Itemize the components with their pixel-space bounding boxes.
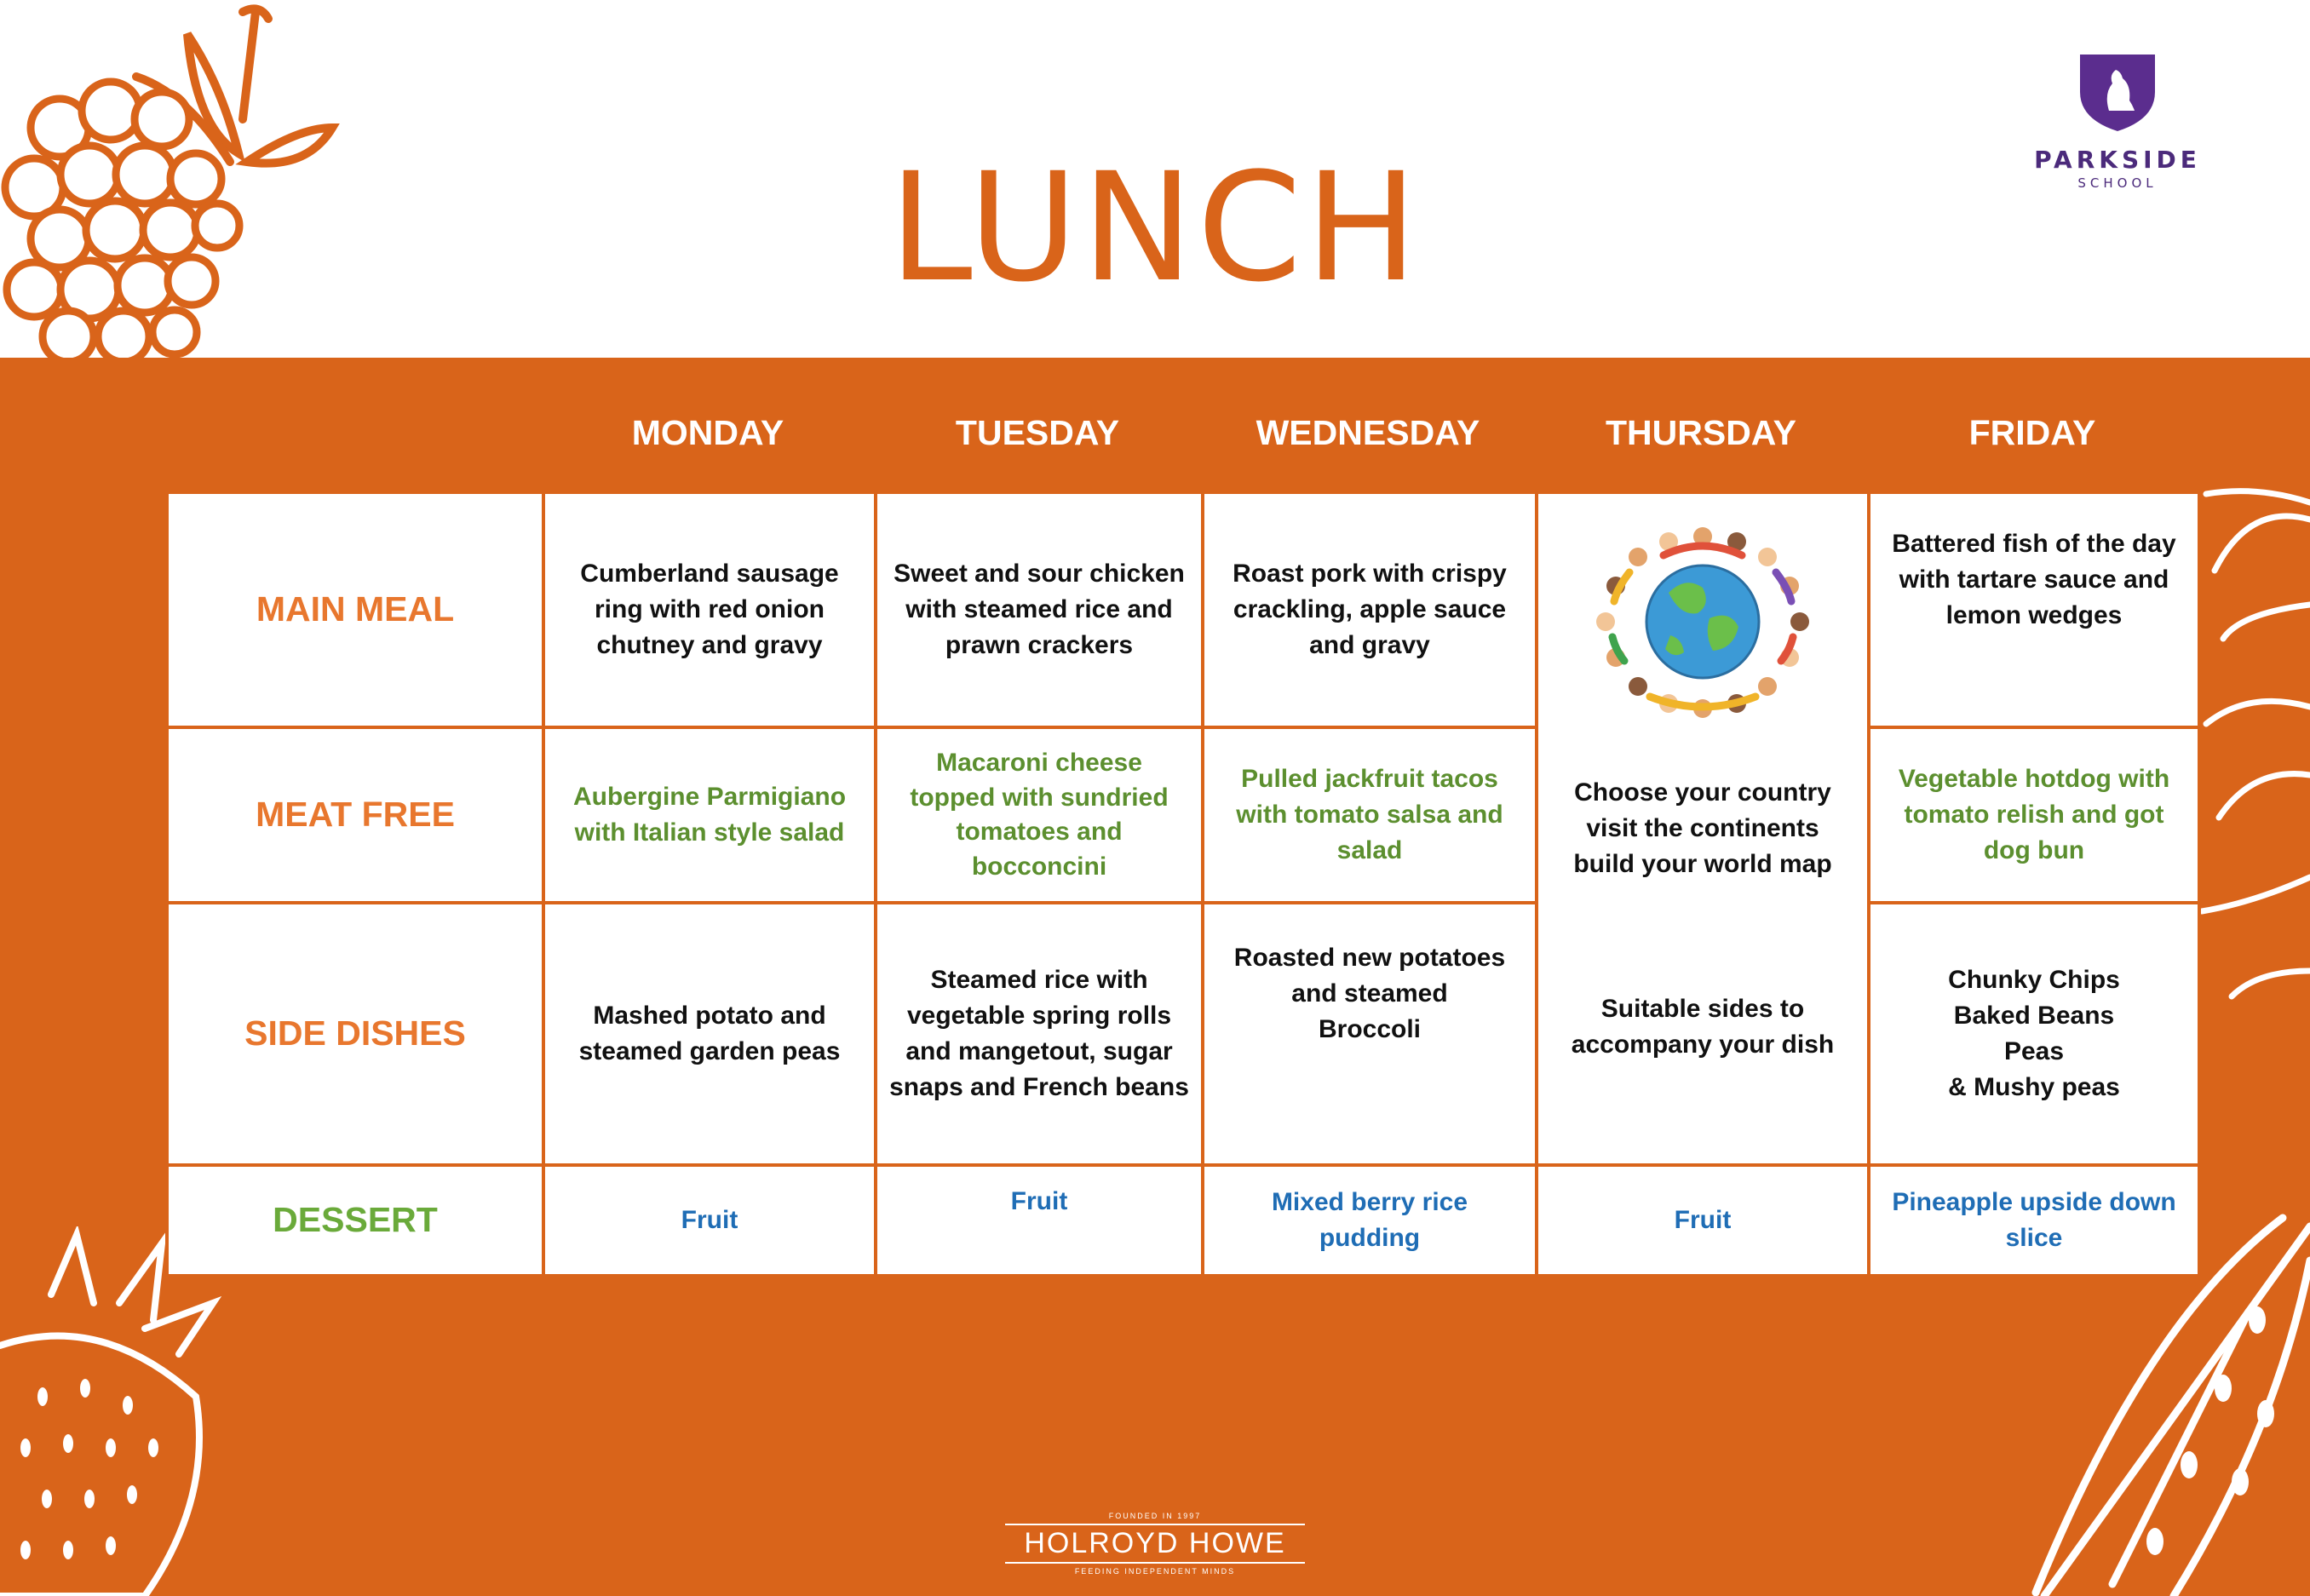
cell-monday-dessert: Fruit (543, 1165, 876, 1276)
world-children-illustration (1575, 516, 1830, 720)
menu-table (165, 491, 2201, 1277)
cell-wednesday-sides: Roasted new potatoes and steamed Broccoli (1203, 903, 1537, 1165)
cell-monday-main: Cumberland sausage ring with red onion chutney and gravy (543, 492, 876, 727)
cell-tuesday-meatfree: Macaroni cheese topped with sundried tomatoes and bocconcini (876, 727, 1203, 903)
cell-tuesday-main: Sweet and sour chicken with steamed rice and prawn crackers (876, 492, 1203, 727)
cell-thursday-world-theme (1537, 492, 1869, 1165)
logo-name: PARKSIDE (2034, 146, 2201, 174)
row-label-side-dishes: SIDE DISHES (167, 903, 543, 1165)
day-header-monday: MONDAY (631, 413, 784, 452)
leaf-illustration (2198, 468, 2310, 1048)
row-label-dessert: DESSERT (167, 1165, 543, 1276)
parkside-logo (2032, 49, 2203, 191)
cell-wednesday-meatfree: Pulled jackfruit tacos with tomato salsa and salad (1203, 727, 1537, 903)
cell-tuesday-dessert: Fruit (876, 1165, 1203, 1276)
cell-friday-main: Battered fish of the day with tartare sauce and lemon wedges (1869, 492, 2199, 727)
logo-sub: SCHOOL (2077, 175, 2158, 191)
table-row (167, 492, 2199, 727)
thursday-theme-text: Choose your country visit the continents build your world map (1573, 778, 1832, 878)
table-row (167, 1165, 2199, 1276)
cell-thursday-dessert: Fruit (1537, 1165, 1869, 1276)
holroyd-howe-logo (1005, 1512, 1305, 1576)
day-header-wednesday: WEDNESDAY (1256, 413, 1480, 452)
footer-brand-name: HOLROYD HOWE (1005, 1524, 1305, 1564)
shield-icon (2075, 49, 2160, 135)
cell-tuesday-sides: Steamed rice with vegetable spring rolls and mangetout, sugar snaps and French beans (876, 903, 1203, 1165)
cell-monday-sides: Mashed potato and steamed garden peas (543, 903, 876, 1165)
table-row (167, 727, 2199, 903)
footer-tagline: FEEDING INDEPENDENT MINDS (1074, 1567, 1236, 1576)
row-label-main-meal: MAIN MEAL (167, 492, 543, 727)
cell-wednesday-main: Roast pork with crispy crackling, apple sauce and gravy (1203, 492, 1537, 727)
day-header-friday: FRIDAY (1968, 413, 2096, 452)
cell-friday-dessert: Pineapple upside down slice (1869, 1165, 2199, 1276)
cell-friday-sides: Chunky Chips Baked Beans Peas & Mushy peas (1869, 903, 2199, 1165)
table-row (167, 903, 2199, 1165)
page-title: LUNCH (888, 140, 1422, 315)
strawberry-illustration (0, 1226, 221, 1596)
thursday-sides-text: Suitable sides to accompany your dish (1571, 995, 1835, 1059)
footer-founded: FOUNDED IN 1997 (1108, 1512, 1202, 1520)
cell-monday-meatfree: Aubergine Parmigiano with Italian style salad (543, 727, 876, 903)
day-header-tuesday: TUESDAY (955, 413, 1120, 452)
cell-friday-meatfree: Vegetable hotdog with tomato relish and got dog bun (1869, 727, 2199, 903)
day-header-thursday: THURSDAY (1605, 413, 1797, 452)
row-label-meat-free: MEAT FREE (167, 727, 543, 903)
cell-wednesday-dessert: Mixed berry rice pudding (1203, 1165, 1537, 1276)
